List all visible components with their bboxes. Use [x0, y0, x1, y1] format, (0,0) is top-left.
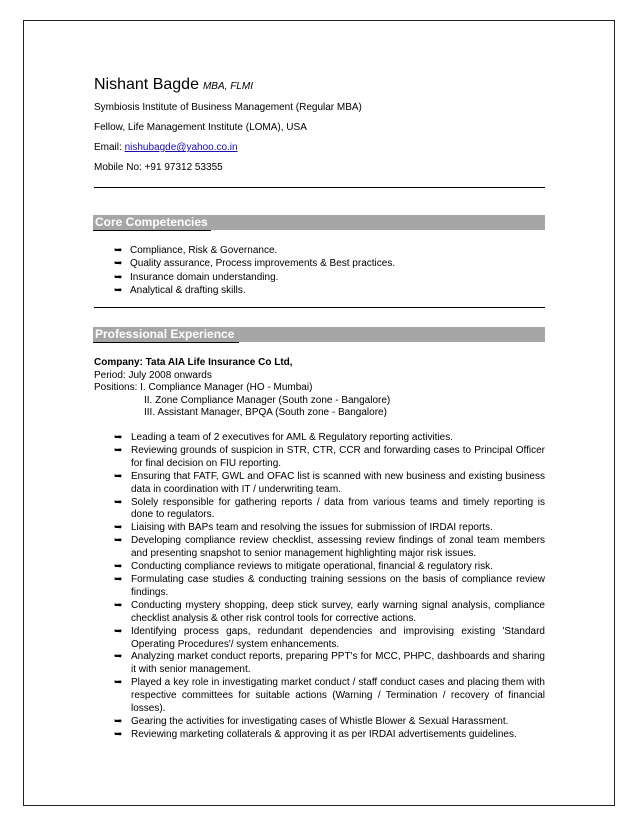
arrow-bullet-icon: ➥ — [114, 496, 123, 508]
arrow-bullet-icon: ➥ — [114, 677, 123, 689]
arrow-bullet-icon: ➥ — [114, 470, 123, 482]
section-title: Core Competencies — [95, 215, 208, 229]
arrow-bullet-icon: ➥ — [114, 651, 123, 663]
core-competencies-list — [114, 244, 395, 297]
list-item: ➥ Played a key role in investigating market conduct / staff conduct cases and placing them with respective committees for suitable actions (Warning / Termination / recovery of financial losses). — [114, 677, 545, 715]
list-item: ➥ Liaising with BAPs team and resolving the issues for submission of IRDAI reports. — [114, 522, 493, 534]
divider — [94, 187, 545, 188]
arrow-bullet-icon: ➥ — [114, 444, 123, 456]
position-line: II. Zone Compliance Manager (South zone - Bangalore) — [144, 395, 391, 406]
list-item: ➥ Conducting mystery shopping, deep stick survey, early warning signal analysis, compliance checklist analysis & other risk control tools for corrective actions. — [114, 599, 545, 624]
list-item: ➥ Ensuring that FATF, GWL and OFAC list is scanned with new business and existing business data in coordination with IT / underwriting team. — [114, 470, 545, 495]
positions-line: Positions: I. Compliance Manager (HO - Mumbai) — [94, 382, 313, 393]
arrow-bullet-icon: ➥ — [114, 271, 123, 283]
list-item: ➥ Gearing the activities for investigating cases of Whistle Blower & Sexual Harassment. — [114, 715, 509, 727]
arrow-bullet-icon: ➥ — [114, 715, 123, 727]
section-header-experience — [93, 327, 545, 342]
period-line: Period: July 2008 onwards — [94, 370, 212, 381]
arrow-bullet-icon: ➥ — [114, 599, 123, 611]
arrow-bullet-icon: ➥ — [114, 535, 123, 547]
arrow-bullet-icon: ➥ — [114, 561, 123, 573]
divider — [94, 307, 545, 308]
list-item: ➥ Solely responsible for gathering reports / data from various teams and timely reporting is done to regulators. — [114, 496, 545, 521]
section-title: Professional Experience — [95, 327, 235, 341]
arrow-bullet-icon: ➥ — [114, 728, 123, 740]
position-line: III. Assistant Manager, BPQA (South zone - Bangalore) — [144, 407, 387, 418]
list-item: ➥ Compliance, Risk & Governance. — [114, 245, 278, 256]
candidate-name: Nishant Bagde — [94, 76, 199, 93]
list-item: ➥ Quality assurance, Process improvements & Best practices. — [114, 258, 396, 270]
email-label: Email: — [94, 142, 122, 153]
email-line — [94, 142, 238, 153]
education-line: Symbiosis Institute of Business Management (Regular MBA) — [94, 102, 362, 113]
fellowship-line: Fellow, Life Management Institute (LOMA), USA — [94, 122, 307, 133]
list-item: ➥ Insurance domain understanding. — [114, 271, 279, 283]
list-item: ➥ Identifying process gaps, redundant dependencies and improvising existing 'Standard Operating Procedures'/ system enhancements. — [114, 625, 545, 650]
list-item: ➥ Reviewing grounds of suspicion in STR, CTR, CCR and forwarding cases to Principal Officer for final decision on FIU reporting. — [114, 444, 545, 469]
name-heading — [94, 76, 253, 94]
company-line: Company: Tata AIA Life Insurance Co Ltd, — [94, 357, 293, 368]
list-item: ➥ Formulating case studies & conducting training sessions on the basis of compliance review findings. — [114, 573, 545, 598]
arrow-bullet-icon: ➥ — [114, 522, 123, 534]
list-item: ➥ Developing compliance review checklist, assessing review findings of zonal team members and presenting snapshot to senior management highlighting major risk issues. — [114, 535, 545, 560]
arrow-bullet-icon: ➥ — [114, 245, 123, 256]
list-item: ➥ Leading a team of 2 executives for AML & Regulatory reporting activities. — [114, 432, 454, 443]
email-link[interactable]: nishubagde@yahoo.co.in — [124, 142, 238, 153]
mobile-line: Mobile No: +91 97312 53355 — [94, 162, 223, 173]
arrow-bullet-icon: ➥ — [114, 258, 123, 270]
arrow-bullet-icon: ➥ — [114, 573, 123, 585]
list-item: ➥ Analyzing market conduct reports, preparing PPT's for MCC, PHPC, dashboards and sharing it with senior management. — [114, 651, 545, 676]
list-item: ➥ Conducting compliance reviews to mitigate operational, financial & regulatory risk. — [114, 561, 493, 573]
experience-list — [114, 432, 545, 742]
arrow-bullet-icon: ➥ — [114, 625, 123, 637]
arrow-bullet-icon: ➥ — [114, 432, 123, 443]
list-item: ➥ Reviewing marketing collaterals & approving it as per IRDAI advertisements guidelines. — [114, 728, 517, 740]
credentials: MBA, FLMI — [202, 81, 253, 92]
section-header-core — [93, 215, 545, 230]
arrow-bullet-icon: ➥ — [114, 284, 123, 296]
list-item: ➥ Analytical & drafting skills. — [114, 284, 246, 296]
